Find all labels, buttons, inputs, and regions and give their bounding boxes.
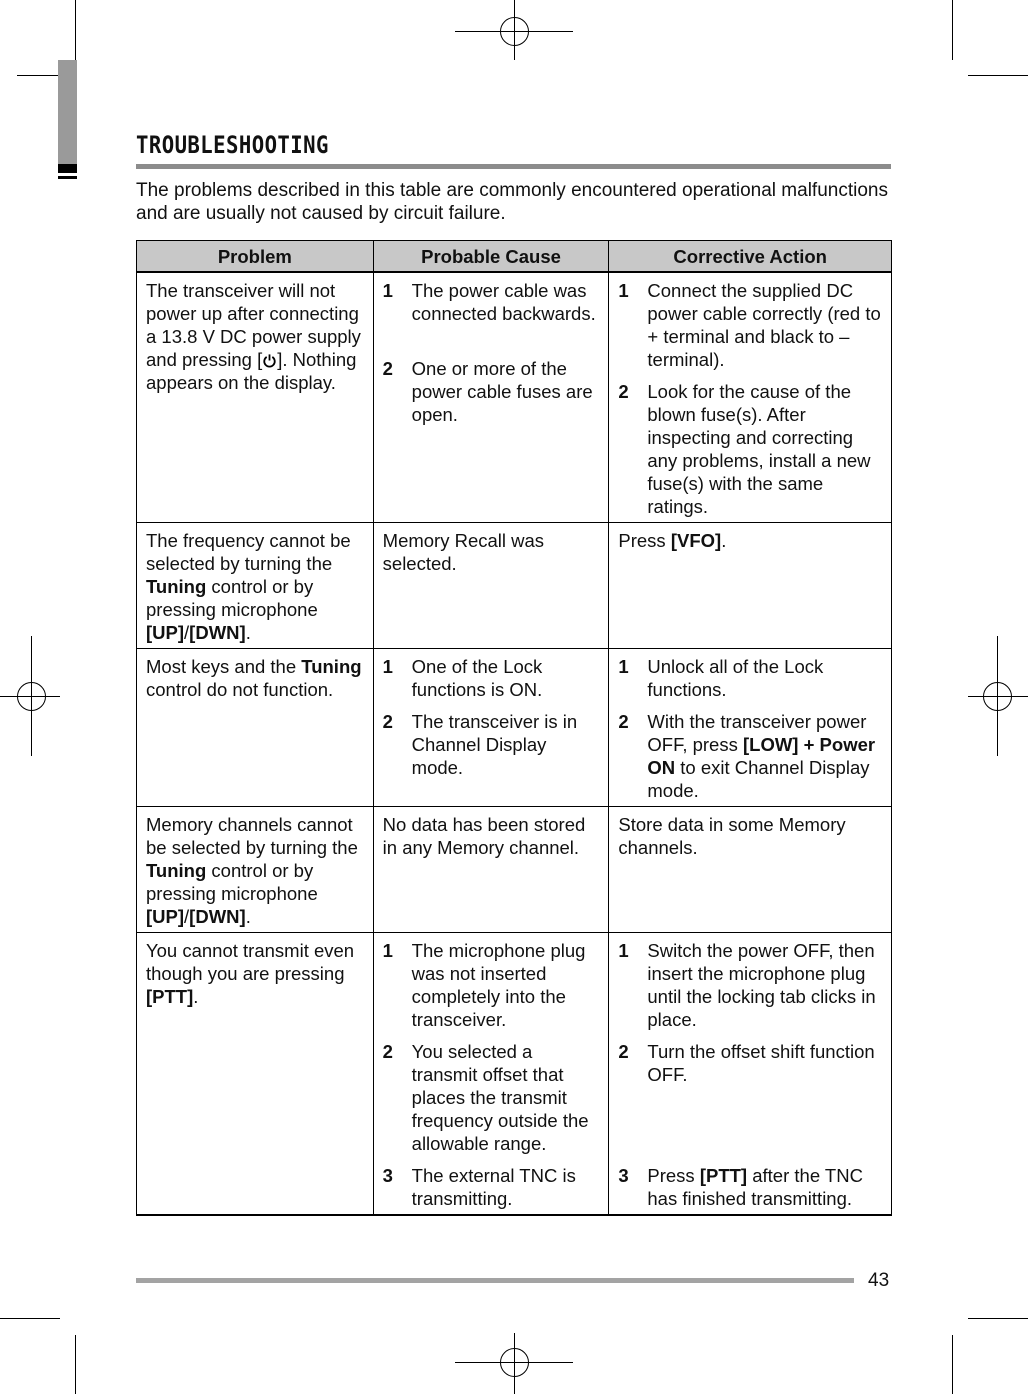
cause-item: 3 The external TNC is transmitting. [382, 1165, 576, 1209]
action-item: 2 With the transceiver power OFF, press [LOW] + Power ON to exit Channel Display mode. [618, 711, 876, 801]
table-row [137, 272, 892, 523]
problem-cell: You cannot transmit even though you are pressing [PTT]. [137, 933, 374, 1216]
table-row [137, 523, 892, 649]
column-header-cause: Probable Cause [373, 241, 609, 273]
cause-cell [373, 933, 609, 1216]
problem-cell: Memory channels cannot be selected by turning the Tuning control or by pressing microphone [UP]/[DWN]. [137, 807, 374, 933]
action-item: 2 Look for the cause of the blown fuse(s). After inspecting and correcting any problems, install a new fuse(s) with the same ratings. [618, 381, 871, 517]
cause-cell: Memory Recall was selected. [373, 523, 609, 649]
intro-paragraph: The problems described in this table are commonly encountered operational malfunctions and are usually not caused by circuit failure. [136, 180, 888, 224]
action-item: 2 Turn the offset shift function OFF. [618, 1041, 875, 1085]
column-header-action: Corrective Action [609, 241, 892, 273]
cause-item: 1 The microphone plug was not inserted completely into the transceiver. [382, 940, 586, 1030]
table-row [137, 649, 892, 807]
action-cell [609, 933, 892, 1216]
table-row [137, 807, 892, 933]
problem-cell: The frequency cannot be selected by turning the Tuning control or by pressing microphone [UP]/[DWN]. [137, 523, 374, 649]
cause-item: 2 You selected a transmit offset that places the transmit frequency outside the allowable range. [382, 1041, 589, 1154]
table-header-row [137, 241, 892, 273]
cause-item: 1 One of the Lock functions is ON. [382, 656, 543, 700]
cause-cell: No data has been stored in any Memory channel. [373, 807, 609, 933]
action-cell [609, 649, 892, 807]
cause-item: 2 The transceiver is in Channel Display mode. [382, 711, 578, 778]
cause-cell [373, 649, 609, 807]
action-item: 3 Press [PTT] after the TNC has finished transmitting. [618, 1165, 863, 1209]
title-rule [136, 164, 891, 169]
action-cell: Press [VFO]. [609, 523, 892, 649]
column-header-problem: Problem [137, 241, 374, 273]
cause-item: 1 The power cable was connected backwards. [382, 280, 596, 324]
problem-cell: Most keys and the Tuning control do not function. [137, 649, 374, 807]
action-item: 1 Connect the supplied DC power cable correctly (red to + terminal and black to – terminal). [618, 280, 881, 370]
page-title: TROUBLESHOOTING [136, 131, 329, 159]
table-row [137, 933, 892, 1216]
section-tab-marker [58, 164, 77, 173]
section-tab [58, 60, 77, 164]
page-number: 43 [868, 1270, 890, 1291]
cause-item: 2 One or more of the power cable fuses are open. [382, 358, 593, 425]
troubleshooting-table [136, 240, 892, 1216]
footer-rule [136, 1278, 854, 1283]
action-item: 1 Switch the power OFF, then insert the microphone plug until the locking tab clicks in place. [618, 940, 876, 1030]
action-cell: Store data in some Memory channels. [609, 807, 892, 933]
action-item: 1 Unlock all of the Lock functions. [618, 656, 824, 700]
cause-cell [373, 272, 609, 523]
action-cell [609, 272, 892, 523]
section-tab-marker [58, 176, 77, 179]
problem-cell: The transceiver will not power up after connecting a 13.8 V DC power supply and pressing [ ]. Nothing appears on the display. [137, 272, 374, 523]
power-icon [262, 353, 277, 368]
